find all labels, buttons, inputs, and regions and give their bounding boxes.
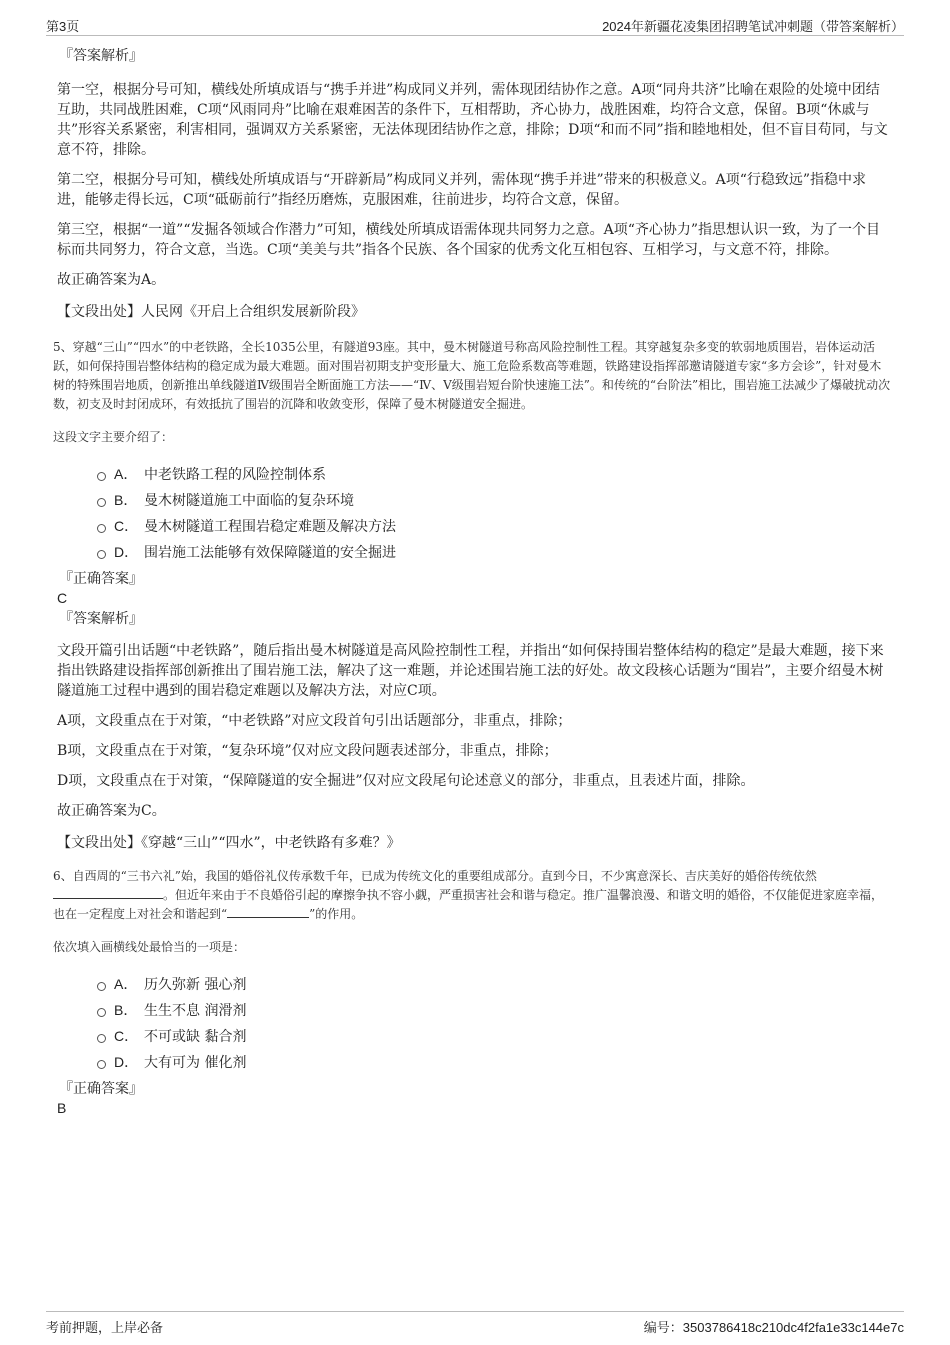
- answer-analysis-label: 『答案解析』: [59, 48, 143, 64]
- fill-blank: [53, 886, 163, 899]
- footer-slogan: 考前押题，上岸必备: [46, 1321, 164, 1336]
- source-citation: 【文段出处】人民网《开启上合组织发展新阶段》: [57, 304, 365, 320]
- question-5-prompt: 这段文字主要介绍了：: [53, 430, 174, 444]
- radio-icon[interactable]: [97, 498, 106, 507]
- radio-icon[interactable]: [97, 982, 106, 991]
- radio-icon[interactable]: [97, 472, 106, 481]
- option-a[interactable]: A． 历久弥新 强心剂: [57, 971, 893, 997]
- question-5-stem: 5、穿越“三山”“四水”的中老铁路，全长1035公里，有隧道93座。其中，曼木树隧道号称高风险控制性工程。其穿越复杂多变的软弱地质围岩，岩体运动活跃，如何保持围岩整体结构的稳定成为最大难题。面对围岩初期支护变形量大、施工危险系数高等难题，铁路建设指挥部邀请隧道专家“多方会诊”，针对曼木树的特殊围岩地质，创新推出单线隧道Ⅳ级围岩全断面施工方法——“Ⅳ、Ⅴ级围岩短台阶快速施工法”。和传统的“台阶法”相比，围岩施工法减少了爆破扰动次数，初支及时封闭成环，有效抵抗了围岩的沉降和收敛变形，保障了曼木树隧道安全掘进。: [53, 340, 891, 411]
- radio-icon[interactable]: [97, 550, 106, 559]
- correct-answer: C: [57, 590, 68, 606]
- question-5-options: [57, 461, 893, 565]
- analysis-paragraph: A项，文段重点在于对策，“中老铁路”对应文段首句引出话题部分，非重点，排除；: [57, 713, 572, 729]
- analysis-paragraph: B项，文段重点在于对策，“复杂环境”仅对应文段问题表述部分，非重点，排除；: [57, 743, 558, 759]
- correct-answer-label: 『正确答案』: [59, 1081, 143, 1097]
- radio-icon[interactable]: [97, 1008, 106, 1017]
- radio-icon[interactable]: [97, 524, 106, 533]
- document-id: 编号：3503786418c210dc4f2fa1e33c144e7c: [643, 1320, 904, 1336]
- answer-conclusion: 故正确答案为A。: [57, 272, 166, 288]
- question-6-options: [57, 971, 893, 1075]
- source-citation: 【文段出处】《穿越“三山”“四水”，中老铁路有多难？》: [57, 835, 401, 851]
- option-d[interactable]: D． 大有可为 催化剂: [57, 1049, 893, 1075]
- fill-blank: [227, 905, 309, 918]
- analysis-paragraph: 第一空，根据分号可知，横线处所填成语与“携手并进”构成同义并列，需体现团结协作之意。A项“同舟共济”比喻在艰险的处境中团结互助，共同战胜困难，C项“风雨同舟”比喻在艰难困苦的条件下，互相帮助，齐心协力，战胜困难，均符合文意，保留。B项“休戚与共”形容关系紧密，利害相同，强调双方关系紧密，无法体现团结协作之意，排除；D项“和而不同”指和睦地相处，但不盲目苟同，与文意不符，排除。: [57, 82, 888, 158]
- question-6-stem: 6、自西周的“三书六礼”始，我国的婚俗礼仪传承数千年，已成为传统文化的重要组成部分。直到今日，不少寓意深长、吉庆美好的婚俗传统依然。但近年来由于不良婚俗引起的摩擦争执不容小觑，严重损害社会和谐与稳定。推广温馨浪漫、和谐文明的婚俗，不仅能促进家庭幸福，也在一定程度上对社会和谐起到“ ”的作用。: [53, 869, 884, 921]
- analysis-paragraph: D项，文段重点在于对策，“保障隧道的安全掘进”仅对应文段尾句论述意义的部分，非重点，且表述片面，排除。: [57, 773, 755, 789]
- document-title: 2024年新疆花凌集团招聘笔试冲刺题（带答案解析）: [602, 19, 904, 34]
- question-6-prompt: 依次填入画横线处最恰当的一项是：: [53, 940, 246, 954]
- analysis-paragraph: 第二空，根据分号可知，横线处所填成语与“开辟新局”构成同义并列，需体现“携手并进”带来的积极意义。A项“行稳致远”指稳中求进，能够走得长远，C项“砥砺前行”指经历磨炼，克服困难，往前进步，均符合文意，保留。: [57, 172, 867, 208]
- option-c[interactable]: C． 不可或缺 黏合剂: [57, 1023, 893, 1049]
- page-footer: [46, 1311, 904, 1336]
- option-d[interactable]: D． 围岩施工法能够有效保障隧道的安全掘进: [57, 539, 893, 565]
- correct-answer: B: [57, 1100, 67, 1116]
- analysis-paragraph: 第三空，根据“一道”“发掘各领域合作潜力”可知，横线处所填成语需体现共同努力之意。A项“齐心协力”指思想认识一致，为了一个目标而共同努力，符合文意，当选。C项“美美与共”指各个民族、各个国家的优秀文化互相包容、互相学习，与文意不符，排除。: [57, 222, 881, 258]
- page-content: [53, 46, 893, 1117]
- radio-icon[interactable]: [97, 1034, 106, 1043]
- answer-analysis-label: 『答案解析』: [59, 611, 143, 627]
- option-b[interactable]: B． 生生不息 润滑剂: [57, 997, 893, 1023]
- page-header: [46, 13, 904, 36]
- page-number: 第3页: [46, 19, 80, 34]
- analysis-paragraph: 文段开篇引出话题“中老铁路”，随后指出曼木树隧道是高风险控制性工程，并指出“如何保持围岩整体结构的稳定”是最大难题，接下来指出铁路建设指挥部创新推出了围岩施工法，解决了这一难题，并论述围岩施工法的好处。故文段核心话题为“围岩”，主要介绍曼木树隧道施工过程中遇到的围岩稳定难题以及解决方法，对应C项。: [57, 643, 884, 699]
- answer-conclusion: 故正确答案为C。: [57, 803, 166, 819]
- option-c[interactable]: C． 曼木树隧道工程围岩稳定难题及解决方法: [57, 513, 893, 539]
- option-b[interactable]: B． 曼木树隧道施工中面临的复杂环境: [57, 487, 893, 513]
- option-a[interactable]: A． 中老铁路工程的风险控制体系: [57, 461, 893, 487]
- radio-icon[interactable]: [97, 1060, 106, 1069]
- correct-answer-label: 『正确答案』: [59, 571, 143, 587]
